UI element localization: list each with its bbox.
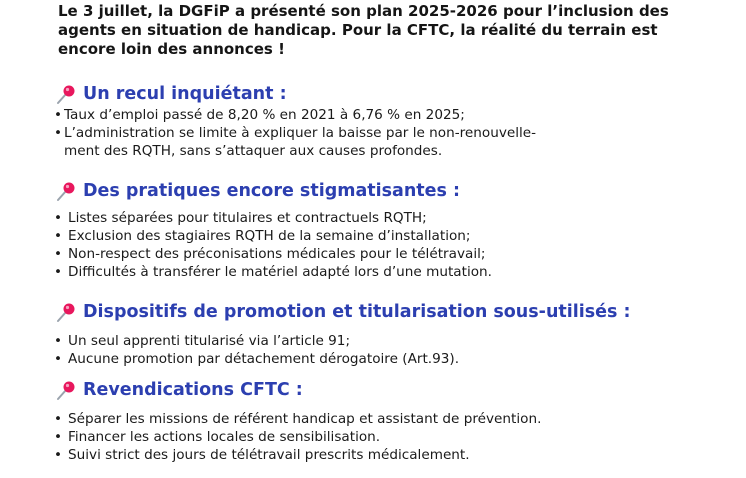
section-title: Un recul inquiétant :	[83, 84, 287, 104]
bullet-list	[54, 332, 744, 368]
bullet-icon: •	[54, 429, 63, 445]
list-item	[54, 410, 744, 428]
section-title: Des pratiques encore stigmatisantes :	[83, 181, 461, 201]
section-heading	[54, 378, 744, 402]
pushpin-icon	[54, 300, 80, 324]
intro-paragraph	[58, 2, 738, 59]
intro-line: encore loin des annonces !	[58, 40, 285, 58]
list-item-text: Taux d’emploi passé de 8,20 % en 2021 à 6,76 % en 2025;	[64, 107, 465, 123]
section-title: Revendications CFTC :	[83, 380, 303, 400]
list-item-text: Difficultés à transférer le matériel adapté lors d’une mutation.	[68, 264, 492, 280]
section-heading	[54, 300, 744, 324]
section-title: Dispositifs de promotion et titularisation sous-utilisés :	[83, 302, 631, 322]
bullet-icon: •	[54, 228, 63, 244]
bullet-icon: •	[54, 264, 63, 280]
list-item	[54, 446, 744, 464]
bullet-list	[54, 106, 744, 160]
list-item	[54, 245, 744, 263]
list-item	[54, 332, 744, 350]
bullet-icon: •	[54, 351, 63, 367]
list-item-text: Suivi strict des jours de télétravail prescrits médicalement.	[68, 447, 470, 463]
intro-line: agents en situation de handicap. Pour la CFTC, la réalité du terrain est	[58, 21, 658, 39]
bullet-icon: •	[54, 246, 63, 262]
list-item	[54, 209, 744, 227]
list-item	[54, 428, 744, 446]
list-item-text: Séparer les missions de référent handicap et assistant de prévention.	[68, 411, 542, 427]
list-item-text: Financer les actions locales de sensibilisation.	[68, 429, 381, 445]
list-item	[54, 142, 744, 160]
bullet-icon: •	[54, 125, 63, 141]
section-pratiques	[54, 179, 744, 281]
section-heading	[54, 82, 744, 106]
list-item-text: Aucune promotion par détachement dérogatoire (Art.93).	[68, 351, 460, 367]
pushpin-icon	[54, 179, 80, 203]
pushpin-icon	[54, 82, 80, 106]
list-item-text: Un seul apprenti titularisé via l’article 91;	[68, 333, 351, 349]
list-item	[54, 227, 744, 245]
list-item	[54, 350, 744, 368]
pushpin-icon	[54, 378, 80, 402]
list-item-text: Exclusion des stagiaires RQTH de la semaine d’installation;	[68, 228, 471, 244]
list-item	[54, 106, 744, 124]
bullet-icon: •	[54, 333, 63, 349]
intro-line: Le 3 juillet, la DGFiP a présenté son plan 2025-2026 pour l’inclusion des	[58, 2, 669, 20]
section-heading	[54, 179, 744, 203]
bullet-icon: •	[54, 107, 63, 123]
list-item-text: ment des RQTH, sans s’attaquer aux causes profondes.	[64, 143, 443, 159]
bullet-list	[54, 209, 744, 281]
bullet-icon: •	[54, 210, 63, 226]
bullet-list	[54, 410, 744, 464]
list-item	[54, 124, 744, 142]
list-item	[54, 263, 744, 281]
list-item-text: Listes séparées pour titulaires et contractuels RQTH;	[68, 210, 427, 226]
section-recul	[54, 82, 744, 160]
list-item-text: Non-respect des préconisations médicales pour le télétravail;	[68, 246, 486, 262]
section-dispositifs	[54, 300, 744, 368]
list-item-text: L’administration se limite à expliquer la baisse par le non-renouvelle-	[64, 125, 537, 141]
bullet-icon: •	[54, 447, 63, 463]
section-revendications	[54, 378, 744, 464]
bullet-icon: •	[54, 411, 63, 427]
